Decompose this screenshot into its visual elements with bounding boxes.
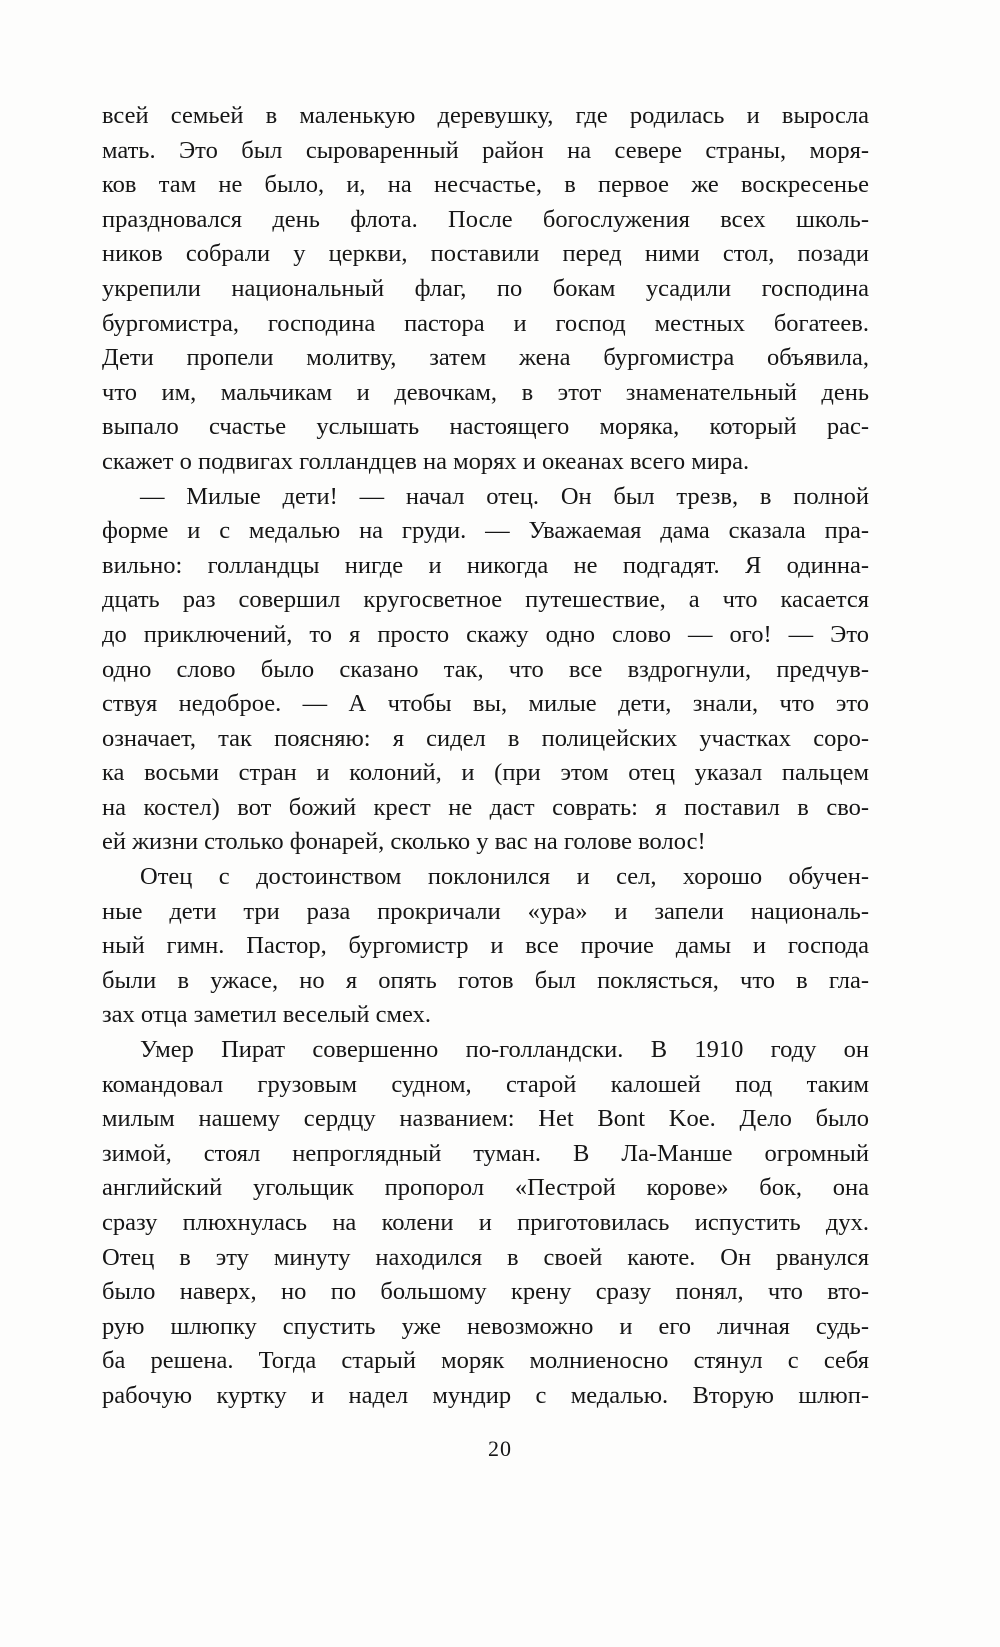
text-line: зимой, стоял непроглядный туман. В Ла-Манше огромный xyxy=(102,1139,869,1167)
text-line: мать. Это был сыроваренный район на севере страны, моря- xyxy=(102,136,869,164)
text-line: ка восьми стран и колоний, и (при этом отец указал пальцем xyxy=(102,759,869,787)
paragraph xyxy=(102,480,869,861)
text-block xyxy=(102,99,869,1414)
text-line: форме и с медалью на груди. — Уважаемая дама сказала пра- xyxy=(102,517,869,545)
text-line: командовал грузовым судном, старой калошей под таким xyxy=(102,1070,869,1098)
text-line: английский угольщик пропорол «Пестрой корове» бок, она xyxy=(102,1174,869,1202)
text-line: ствуя недоброе. — А чтобы вы, милые дети, знали, что это xyxy=(102,690,869,718)
text-line: на костел) вот божий крест не даст соврать: я поставил в сво- xyxy=(102,793,869,821)
text-line: бургомистра, господина пастора и господ местных богатеев. xyxy=(102,309,869,337)
page-number: 20 xyxy=(488,1436,512,1461)
paragraph xyxy=(102,1033,869,1414)
text-line: зах отца заметил веселый смех. xyxy=(102,1001,431,1029)
text-line: Отец в эту минуту находился в своей каюте. Он рванулся xyxy=(102,1243,869,1271)
text-line: Отец с достоинством поклонился и сел, хорошо обучен- xyxy=(140,863,869,891)
text-line: ков там не было, и, на несчастье, в первое же воскресенье xyxy=(102,171,869,199)
text-line: милым нашему сердцу названием: Het Bont Koe. Дело было xyxy=(102,1105,869,1133)
text-line: рабочую куртку и надел мундир с медалью. Вторую шлюп- xyxy=(102,1381,869,1409)
text-line: всей семьей в маленькую деревушку, где родилась и выросла xyxy=(102,102,869,129)
text-line: Умер Пират совершенно по-голландски. В 1910 году он xyxy=(140,1036,869,1064)
text-line: вильно: голландцы нигде и никогда не подгадят. Я одинна- xyxy=(102,551,869,579)
text-line: дцать раз совершил кругосветное путешествие, а что касается xyxy=(102,586,869,614)
text-line: ников собрали у церкви, поставили перед ними стол, позади xyxy=(102,240,869,268)
text-line: укрепили национальный флаг, по бокам усадили господина xyxy=(102,274,869,302)
text-line: ные дети три раза прокричали «ура» и запели националь- xyxy=(102,897,869,925)
text-line: означает, так поясняю: я сидел в полицейских участках соро- xyxy=(102,724,869,752)
text-line: было наверх, но по большому крену сразу понял, что вто- xyxy=(102,1278,869,1306)
text-line: Дети пропели молитву, затем жена бургомистра объявила, xyxy=(102,344,869,372)
text-line: до приключений, то я просто скажу одно слово — ого! — Это xyxy=(102,620,869,648)
text-line: что им, мальчикам и девочкам, в этот знаменательный день xyxy=(102,378,869,406)
paragraph xyxy=(102,860,869,1033)
text-line: праздновался день флота. После богослужения всех школь- xyxy=(102,205,869,233)
text-line: были в ужасе, но я опять готов был поклясться, что в гла- xyxy=(102,966,869,994)
paragraph xyxy=(102,99,869,480)
text-line: ный гимн. Пастор, бургомистр и все прочие дамы и господа xyxy=(102,932,869,960)
text-line: — Милые дети! — начал отец. Он был трезв, в полной xyxy=(140,482,869,510)
text-line: рую шлюпку спустить уже невозможно и его личная судь- xyxy=(102,1312,869,1340)
text-line: скажет о подвигах голландцев на морях и океанах всего мира. xyxy=(102,447,750,475)
text-line: ба решена. Тогда старый моряк молниеносно стянул с себя xyxy=(102,1347,869,1375)
text-line: одно слово было сказано так, что все вздрогнули, предчув- xyxy=(102,655,869,683)
text-line: ей жизни столько фонарей, сколько у вас на голове волос! xyxy=(102,828,706,856)
text-line: выпало счастье услышать настоящего моряка, который рас- xyxy=(102,413,869,441)
text-line: сразу плюхнулась на колени и приготовилась испустить дух. xyxy=(102,1209,869,1236)
